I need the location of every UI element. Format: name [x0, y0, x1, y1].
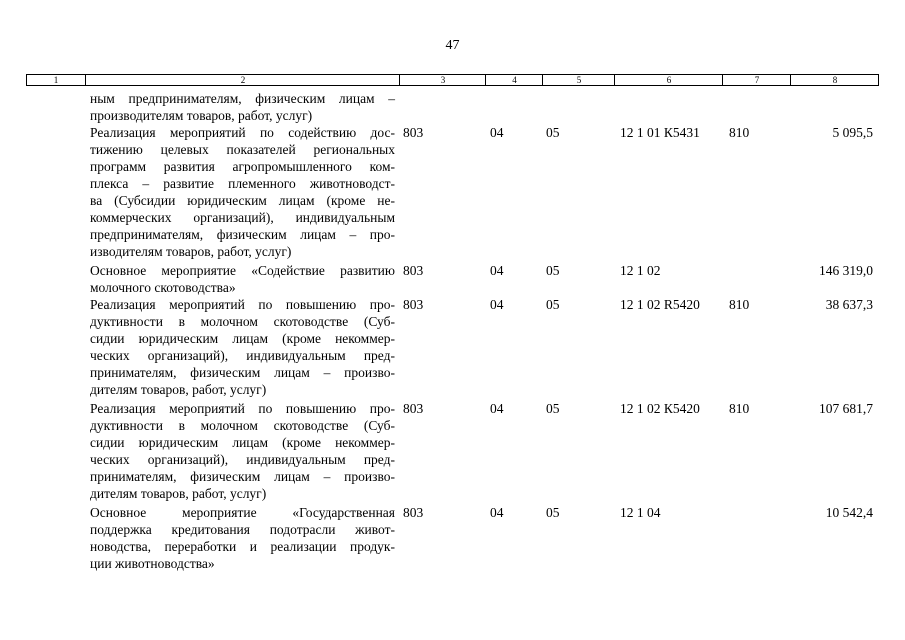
page-number: 47	[445, 38, 460, 53]
cell-amount: 5 095,5	[832, 125, 873, 140]
row-desc-line: Реализация мероприятий по повышению про-	[90, 297, 395, 312]
cell-section: 04	[490, 401, 504, 416]
row-desc-line: принимателям, физическим лицам – произво-	[90, 365, 395, 380]
header-col-4: 4	[485, 75, 543, 85]
cell-section: 04	[490, 125, 504, 140]
cell-ministry: 803	[403, 263, 424, 278]
row-desc-line: дуктивности в молочном скотоводстве (Суб-	[90, 314, 395, 329]
header-col-1: 1	[53, 75, 59, 85]
cell-subsection: 05	[546, 263, 560, 278]
row-desc-line: ческих организаций), индивидуальным пред-	[90, 452, 395, 467]
cell-subsection: 05	[546, 401, 560, 416]
cell-subsection: 05	[546, 125, 560, 140]
cell-amount: 38 637,3	[825, 297, 873, 312]
header-col-2: 2	[85, 75, 400, 85]
continuation-line: производителям товаров, работ, услуг)	[90, 108, 313, 123]
cell-amount: 107 681,7	[819, 401, 873, 416]
cell-ministry: 803	[403, 297, 424, 312]
cell-target-code: 12 1 01 К5431	[620, 125, 700, 140]
cell-section: 04	[490, 263, 504, 278]
cell-target-code: 12 1 02 К5420	[620, 401, 700, 416]
table-header	[26, 74, 879, 86]
header-col-6: 6	[614, 75, 723, 85]
row-desc-line: новодства, переработки и реализации продук-	[90, 539, 395, 554]
continuation-line: ным предпринимателям, физическим лицам –	[90, 91, 395, 106]
cell-section: 04	[490, 297, 504, 312]
cell-expense-type: 810	[729, 401, 750, 416]
row-desc-line: ва (Субсидии юридическим лицам (кроме не-	[90, 193, 395, 208]
row-desc-line: дителям товаров, работ, услуг)	[90, 382, 267, 397]
row-desc-line: сидии юридическим лицам (кроме некоммер-	[90, 331, 395, 346]
row-desc-line: изводителям товаров, работ, услуг)	[90, 244, 292, 259]
row-desc-line: ческих организаций), индивидуальным пред-	[90, 348, 395, 363]
cell-expense-type: 810	[729, 125, 750, 140]
cell-amount: 10 542,4	[825, 505, 873, 520]
cell-subsection: 05	[546, 297, 560, 312]
row-desc-line: поддержка кредитования подотрасли живот-	[90, 522, 395, 537]
row-desc-line: программ развития агропромышленного ком-	[90, 159, 395, 174]
row-desc-line: Реализация мероприятий по повышению про-	[90, 401, 395, 416]
cell-amount: 146 319,0	[819, 263, 873, 278]
row-desc-line: тижению целевых показателей региональных	[90, 142, 395, 157]
row-desc-line: Основное мероприятие «Содействие развитию	[90, 263, 395, 278]
header-col-8: 8	[790, 75, 879, 85]
row-desc-line: Реализация мероприятий по содействию дос-	[90, 125, 395, 140]
row-desc-line: предпринимателям, физическим лицам – про-	[90, 227, 395, 242]
cell-ministry: 803	[403, 401, 424, 416]
cell-subsection: 05	[546, 505, 560, 520]
header-col-5: 5	[542, 75, 615, 85]
cell-ministry: 803	[403, 125, 424, 140]
cell-target-code: 12 1 02 R5420	[620, 297, 700, 312]
row-desc-line: плекса – развитие племенного животноводст-	[90, 176, 395, 191]
row-desc-line: ции животноводства»	[90, 556, 215, 571]
row-desc-line: Основное мероприятие «Государственная	[90, 505, 395, 520]
row-desc-line: принимателям, физическим лицам – произво-	[90, 469, 395, 484]
cell-target-code: 12 1 02	[620, 263, 661, 278]
cell-ministry: 803	[403, 505, 424, 520]
row-desc-line: дителям товаров, работ, услуг)	[90, 486, 267, 501]
header-col-3: 3	[399, 75, 486, 85]
row-desc-line: молочного скотоводства»	[90, 280, 236, 295]
cell-section: 04	[490, 505, 504, 520]
cell-target-code: 12 1 04	[620, 505, 661, 520]
header-col-7: 7	[722, 75, 791, 85]
row-desc-line: дуктивности в молочном скотоводстве (Суб-	[90, 418, 395, 433]
cell-expense-type: 810	[729, 297, 750, 312]
row-desc-line: сидии юридическим лицам (кроме некоммер-	[90, 435, 395, 450]
row-desc-line: коммерческих организаций), индивидуальным	[90, 210, 395, 225]
